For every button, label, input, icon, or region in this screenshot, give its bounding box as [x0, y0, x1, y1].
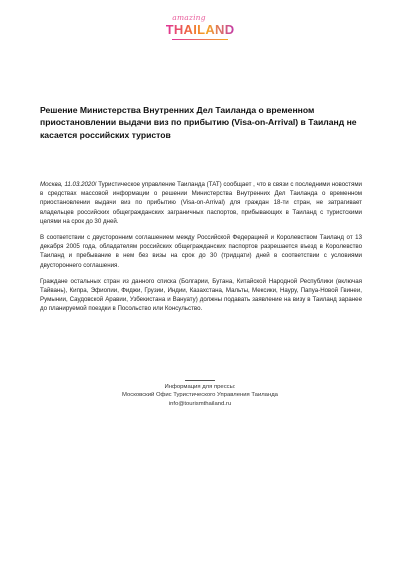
paragraph-1-text: / Туристическое управление Таиланда (ТАТ) сообщает , что в связи с последними новостями в средствах массовой информации о решении Министерства Внутренних Дел Таиланда о временном приостановлении выдачи виз по прибытию (Visa-on-Arrival) для граждан 18-ти стран, не затрагивает владельцев российских общегражданских заграничных паспортов, прибывающих в Таиланд с туристскими целями на срок до 30 дней. — [40, 181, 362, 225]
dateline: Москва, 11.03.2020 — [40, 181, 95, 188]
press-contact-footer — [0, 380, 400, 408]
document-title: Решение Министерства Внутренних Дел Таиланда о временном приостановлении выдачи виз по прибытию (Visa-on-Arrival) в Таиланд не касается российских туристов — [40, 105, 357, 140]
paragraph-2: В соответствии с двусторонним соглашением между Российской Федерацией и Королевством Таиланд от 13 декабря 2005 года, обладателям российских общегражданских паспортов разрешается въезд в Королевство Таиланд и пребывание в нем без визы на срок до 30 (тридцати) дней в соответствии с условиями двустороннего соглашения. — [40, 234, 362, 269]
logo-underline — [172, 39, 228, 41]
paragraph-1 — [40, 180, 362, 226]
paragraph-3: Граждане остальных стран из данного списка (Болгарии, Бутана, Китайской Народной Республики (включая Тайвань), Кипра, Эфиопии, Фиджи, Грузии, Индии, Казахстана, Мальты, Мексики, Науру, Папуа-Новой Гвинеи, Румынии, Саудовской Аравии, Узбекистана и Вануату) должны подавать заявление на визу в Таиланд заранее до планируемой поездки в Посольство или Консульство. — [40, 277, 362, 313]
footer-press-info: Информация для прессы: — [164, 384, 236, 390]
footer-divider — [185, 380, 215, 381]
amazing-thailand-logo — [0, 14, 400, 40]
logo-thailand-text: THAILAND — [165, 21, 235, 37]
footer-email-link[interactable]: info@tourismthailand.ru — [168, 400, 232, 407]
logo-amazing-text: amazing — [172, 13, 206, 22]
footer-office-name: Московский Офис Туристического Управления Таиланда — [122, 392, 278, 399]
document-body — [40, 180, 362, 321]
